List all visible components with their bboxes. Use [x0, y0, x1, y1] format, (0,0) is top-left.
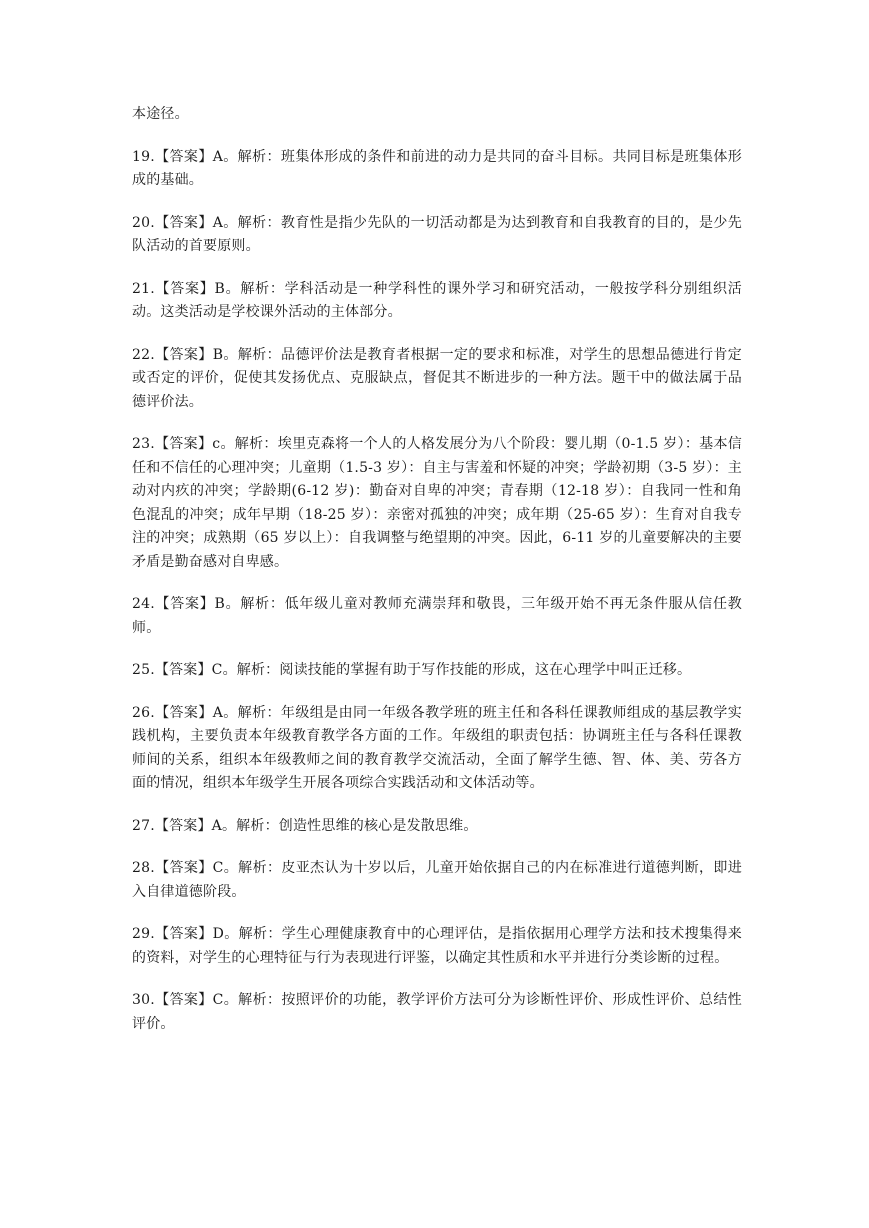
- answer-25: 25.【答案】C。解析：阅读技能的掌握有助于写作技能的形成，这在心理学中叫正迁移。: [132, 662, 692, 678]
- answer-26: 26.【答案】A。解析：年级组是由同一年级各教学班的班主任和各科任课教师组成的基层教学实践机构，主要负责本年级教育教学各方面的工作。年级组的职责包括：协调班主任与各科任课教师间的关系，组织本年级教师之间的教育教学交流活动，全面了解学生德、智、体、美、劳各方面的情况，组织本年级学生开展各项综合实践活动和文体活动等。: [132, 704, 742, 791]
- answer-19: 19.【答案】A。解析：班集体形成的条件和前进的动力是共同的奋斗目标。共同目标是班集体形成的基础。: [132, 148, 742, 188]
- answer-28: 28.【答案】C。解析：皮亚杰认为十岁以后，儿童开始依据自己的内在标准进行道德判断，即进入自律道德阶段。: [132, 860, 742, 900]
- answer-30: 30.【答案】C。解析：按照评价的功能，教学评价方法可分为诊断性评价、形成性评价、总结性评价。: [132, 992, 742, 1032]
- answer-27: 27.【答案】A。解析：创造性思维的核心是发散思维。: [132, 817, 478, 834]
- answer-20: 20.【答案】A。解析：教育性是指少先队的一切活动都是为达到教育和自我教育的目的，是少先队活动的首要原则。: [132, 214, 742, 254]
- answer-22: 22.【答案】B。解析：品德评价法是教育者根据一定的要求和标准，对学生的思想品德进行肯定或否定的评价，促使其发扬优点、克服缺点，督促其不断进步的一种方法。题干中的做法属于品德评价法。: [132, 346, 742, 410]
- document-page: [132, 103, 742, 1055]
- answer-23: 23.【答案】c。解析：埃里克森将一个人的人格发展分为八个阶段：婴儿期（0-1.5 岁）：基本信任和不信任的心理冲突；儿童期（1.5-3 岁）：自主与害羞和怀疑的冲突；学龄初期（3-5 岁）：主动对内疚的冲突；学龄期(6-12 岁)：勤奋对自卑的冲突；青春期（12-18 岁）：自我同一性和角色混乱的冲突；成年早期（18-25 岁）：亲密对孤独的冲突；成年期（25-65 岁）：生育对自我专注的冲突；成熟期（65 岁以上）：自我调整与绝望期的冲突。因此，6-11 岁的儿童要解决的主要矛盾是勤奋感对自卑感。: [132, 436, 742, 570]
- answer-24: 24.【答案】B。解析：低年级儿童对教师充满崇拜和敬畏，三年级开始不再无条件服从信任教师。: [132, 596, 742, 636]
- answer-21: 21.【答案】B。解析：学科活动是一种学科性的课外学习和研究活动，一般按学科分别组织活动。这类活动是学校课外活动的主体部分。: [132, 280, 742, 320]
- paragraph-continuation: 本途径。: [132, 106, 189, 122]
- answer-29: 29.【答案】D。解析：学生心理健康教育中的心理评估，是指依据用心理学方法和技术搜集得来的资料，对学生的心理特征与行为表现进行评鉴，以确定其性质和水平并进行分类诊断的过程。: [132, 926, 742, 966]
